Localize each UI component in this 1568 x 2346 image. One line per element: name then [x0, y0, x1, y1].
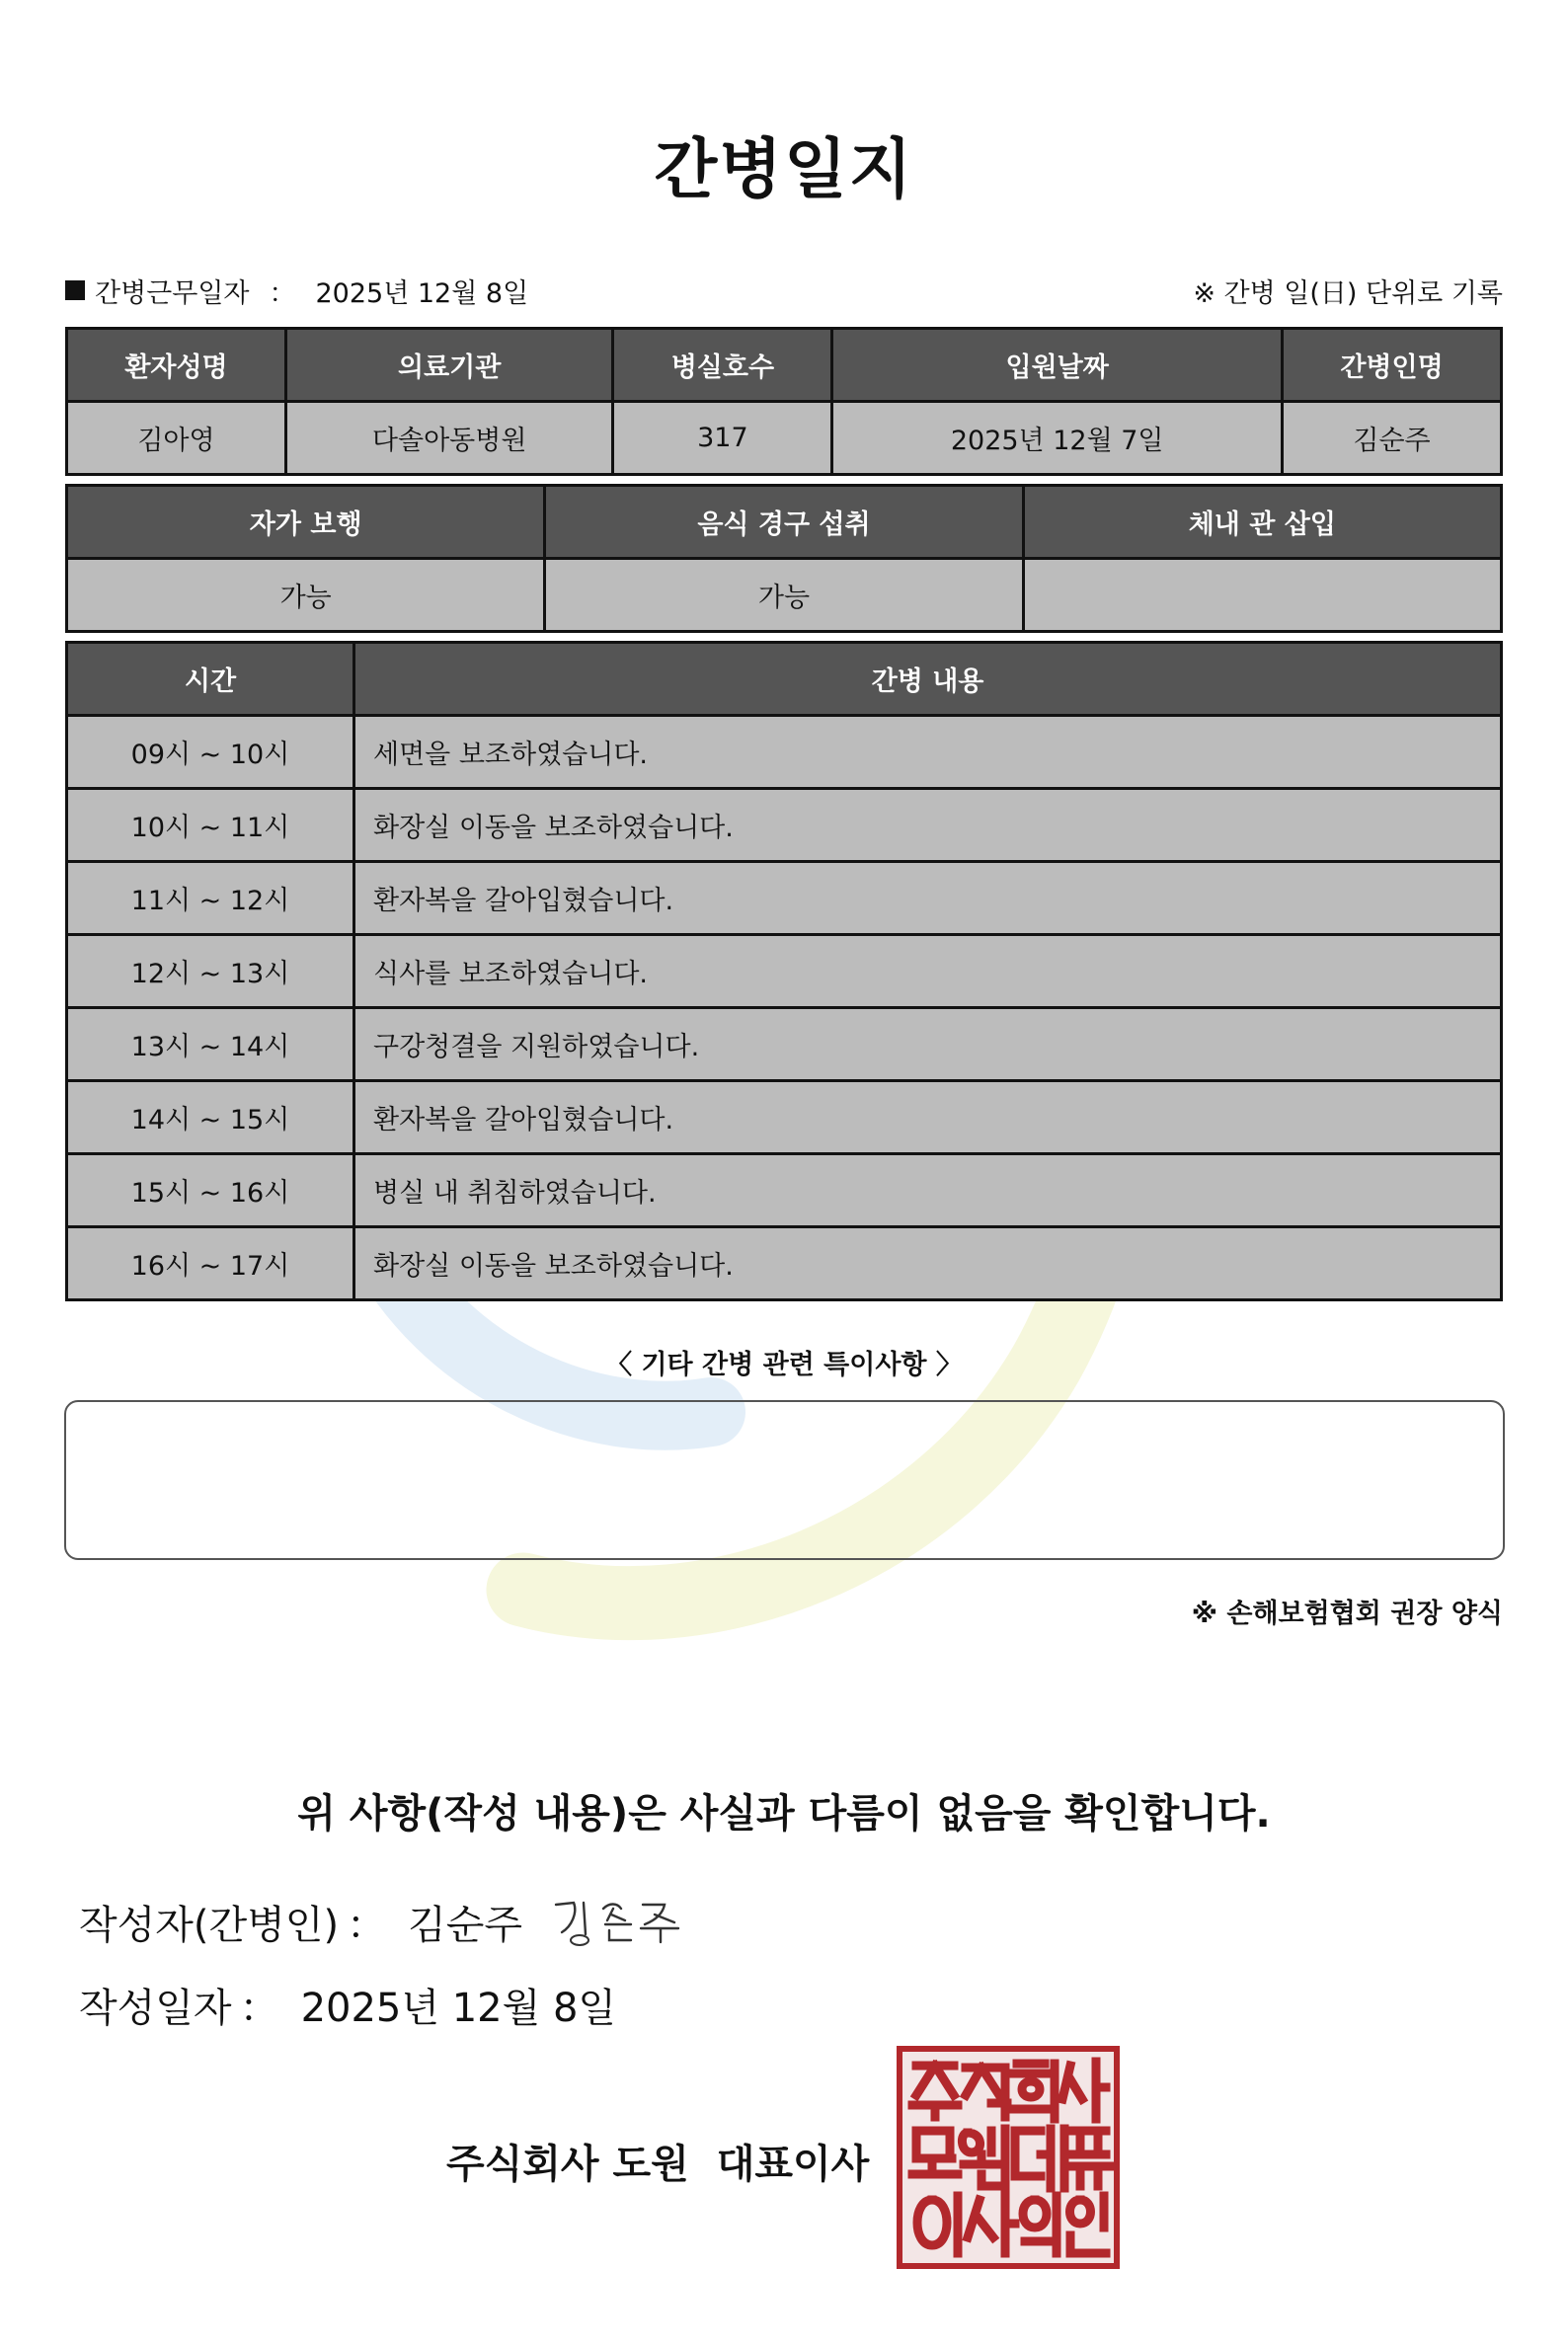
header-caregiver-name: 간병인명	[1284, 330, 1500, 400]
tube-insertion-value	[1025, 560, 1500, 630]
oral-intake-value: 가능	[546, 560, 1021, 630]
written-date-row	[79, 1977, 616, 2033]
log-content: 환자복을 갈아입혔습니다.	[355, 1082, 1500, 1152]
written-date-colon: ：	[239, 1986, 279, 2031]
unit-note: ※ 간병 일(日) 단위로 기록	[1193, 277, 1503, 309]
company-seal-icon	[902, 2052, 1114, 2263]
header-room: 병실호수	[614, 330, 830, 400]
table-row	[68, 1082, 1500, 1152]
table-row	[68, 1155, 1500, 1225]
square-bullet-icon	[65, 280, 85, 300]
header-admission-date: 입원날짜	[833, 330, 1281, 400]
table-row	[68, 717, 1500, 787]
table-row	[68, 863, 1500, 933]
log-content: 구강청결을 지원하였습니다.	[355, 1009, 1500, 1079]
log-content: 환자복을 갈아입혔습니다.	[355, 863, 1500, 933]
writer-colon: ：	[347, 1903, 387, 1948]
header-hospital: 의료기관	[287, 330, 611, 400]
table-header-row	[68, 330, 1500, 400]
company-seal	[897, 2046, 1120, 2269]
log-content: 세면을 보조하였습니다.	[355, 717, 1500, 787]
header-patient-name: 환자성명	[68, 330, 284, 400]
written-date-value: 2025년 12월 8일	[300, 1986, 617, 2031]
hospital-name: 다솔아동병원	[287, 403, 611, 473]
header-tube-insertion: 체내 관 삽입	[1025, 487, 1500, 557]
patient-name: 김아영	[68, 403, 284, 473]
meta-row	[65, 271, 1503, 310]
table-header-row	[68, 644, 1500, 714]
company-signature-line	[446, 2133, 869, 2189]
room-number: 317	[614, 403, 830, 473]
special-notes-title: 〈 기타 간병 관련 특이사항 〉	[605, 1350, 963, 1380]
handwritten-signature	[548, 1891, 696, 1950]
table-row	[68, 403, 1500, 473]
document-title: 간병일지	[654, 131, 914, 207]
log-time: 12시 ~ 13시	[68, 936, 353, 1006]
work-date-value: 2025년 12월 8일	[315, 277, 529, 309]
log-time: 09시 ~ 10시	[68, 717, 353, 787]
written-date-label: 작성일자	[79, 1986, 232, 2031]
table-header-row	[68, 487, 1500, 557]
company-ceo-title: 대표이사	[716, 2142, 870, 2187]
patient-status-table	[65, 484, 1503, 633]
log-content: 식사를 보조하였습니다.	[355, 936, 1500, 1006]
company-name: 주식회사 도원	[446, 2142, 689, 2187]
caregiver-name: 김순주	[1284, 403, 1500, 473]
header-self-walking: 자가 보행	[68, 487, 543, 557]
work-date	[65, 272, 528, 310]
admission-date: 2025년 12월 7일	[833, 403, 1281, 473]
table-row	[68, 1009, 1500, 1079]
header-time: 시간	[68, 644, 353, 714]
confirmation-statement: 위 사항(작성 내용)은 사실과 다름이 없음을 확인합니다.	[297, 1791, 1271, 1837]
table-row	[68, 790, 1500, 860]
writer-label: 작성자(간병인)	[79, 1903, 340, 1948]
care-log-table	[65, 641, 1503, 1301]
form-note: ※ 손해보험협회 권장 양식	[1191, 1599, 1503, 1629]
patient-info-table	[65, 327, 1503, 476]
table-row	[68, 1228, 1500, 1298]
writer-row	[79, 1894, 522, 1950]
table-row	[68, 560, 1500, 630]
log-time: 15시 ~ 16시	[68, 1155, 353, 1225]
work-date-colon: ：	[269, 277, 296, 309]
self-walking-value: 가능	[68, 560, 543, 630]
work-date-label: 간병근무일자	[95, 277, 250, 309]
header-care-content: 간병 내용	[355, 644, 1500, 714]
log-time: 11시 ~ 12시	[68, 863, 353, 933]
writer-name: 김순주	[408, 1903, 522, 1948]
log-time: 16시 ~ 17시	[68, 1228, 353, 1298]
table-row	[68, 936, 1500, 1006]
header-oral-intake: 음식 경구 섭취	[546, 487, 1021, 557]
special-notes-box	[64, 1400, 1505, 1560]
log-content: 화장실 이동을 보조하였습니다.	[355, 790, 1500, 860]
log-time: 10시 ~ 11시	[68, 790, 353, 860]
log-time: 14시 ~ 15시	[68, 1082, 353, 1152]
log-content: 화장실 이동을 보조하였습니다.	[355, 1228, 1500, 1298]
log-content: 병실 내 취침하였습니다.	[355, 1155, 1500, 1225]
log-time: 13시 ~ 14시	[68, 1009, 353, 1079]
